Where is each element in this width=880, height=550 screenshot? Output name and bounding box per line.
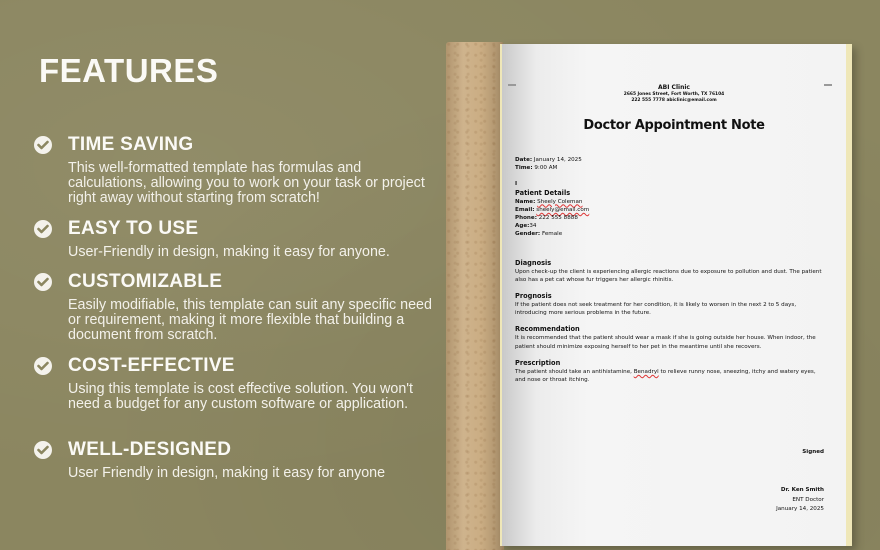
email-value: sheely@email.com [536, 206, 590, 213]
age-value: 34 [529, 223, 537, 230]
email-label: Email: [515, 206, 535, 213]
signed-text: Signed [802, 449, 824, 455]
feature-title: TIME SAVING [68, 134, 194, 155]
gender-value: Female [541, 231, 563, 238]
recommendation-title: Recommendation [515, 325, 580, 334]
phone-label: Phone: [515, 215, 537, 222]
name-label: Name: [515, 198, 536, 205]
feature-title: COST-EFFECTIVE [68, 355, 235, 376]
feature-title: CUSTOMIZABLE [68, 271, 223, 292]
time-line [515, 164, 827, 172]
prescription-text-after: to relieve runny nose, sneezing, itchy and watery eyes, and nose or throat itching. [515, 368, 816, 384]
age-label: Age: [515, 223, 530, 230]
feature-title: EASY TO USE [68, 218, 199, 239]
kraft-paper-roll [446, 42, 504, 550]
patient-gender [515, 230, 827, 238]
gender-label: Gender: [515, 231, 541, 238]
document-page [502, 44, 846, 546]
feature-description: User Friendly in design, making it easy for anyone [68, 465, 386, 481]
check-circle-icon [34, 357, 52, 375]
feature-description: This well-formatted template has formulas and calculations, allowing you to work on your task or project right away without starting from scratch! [68, 160, 425, 206]
cursor-glyph: I [515, 181, 518, 188]
recommendation-text: It is recommended that the patient should wear a mask if she is going outside her house. When indoor, the patient should minimize exposing herself to her pet in the meantime until she recovers. [515, 335, 816, 350]
doctor-name: Dr. Ken Smith [780, 487, 824, 493]
time-label: Time: [515, 165, 533, 172]
time-value: 9:00 AM [534, 165, 558, 172]
medication-name: Benadryl [633, 368, 659, 375]
clinic-address: 2665 Jones Street, Fort Worth, TX 76104 [623, 92, 725, 97]
phone-value: 222 555 8888 [538, 215, 578, 222]
date-label: Date: [515, 157, 533, 163]
feature-description: User-Friendly in design, making it easy for anyone. [68, 244, 390, 260]
check-circle-icon [34, 441, 52, 459]
name-value: Sheely Coleman [537, 198, 583, 205]
signature-date: January 14, 2025 [776, 506, 824, 512]
document-title: Doctor Appointment Note [583, 118, 765, 133]
doctor-title: ENT Doctor [792, 496, 824, 503]
date-line [515, 156, 827, 164]
patient-details-title: Patient Details [515, 188, 571, 197]
diagnosis-title: Diagnosis [515, 258, 552, 267]
feature-title: WELL-DESIGNED [68, 439, 232, 460]
clinic-contact: 222 555 7778 abiclinic@email.com [631, 98, 717, 103]
clinic-name: ABI Clinic [658, 84, 690, 91]
prescription-title: Prescription [515, 358, 561, 367]
patient-phone [515, 214, 827, 222]
check-circle-icon [34, 136, 52, 154]
patient-name [515, 198, 827, 206]
date-value: January 14, 2025 [533, 157, 582, 163]
text-cursor[interactable] [515, 180, 827, 188]
patient-age [515, 222, 827, 230]
patient-email [515, 206, 827, 214]
signature-block [776, 486, 824, 515]
prognosis-title: Prognosis [515, 292, 552, 301]
feature-description: Easily modifiable, this template can suit any specific need or requirement, making it more flexible that building a document from scratch. [68, 297, 432, 343]
check-circle-icon [34, 273, 52, 291]
feature-description: Using this template is cost effective solution. You won't need a budget for any custom software or application. [68, 381, 413, 412]
features-title: FEATURES [39, 52, 219, 89]
prescription-text-before: The patient should take an antihistamine, [515, 368, 634, 375]
check-circle-icon [34, 220, 52, 238]
clinic-header [502, 84, 846, 104]
signed-label [802, 448, 824, 458]
diagnosis-text: Upon check-up the client is experiencing allergic reactions due to exposure to pollution and dust. The patient also has a pet cat whose fur triggers her allergic rhinitis. [515, 268, 822, 283]
prognosis-text: If the patient does not seek treatment for her condition, it is likely to worsen in the next 2 to 5 days, introducing more serious problems in the future. [515, 302, 797, 317]
document-body [515, 156, 827, 384]
prescription-text [515, 368, 827, 384]
